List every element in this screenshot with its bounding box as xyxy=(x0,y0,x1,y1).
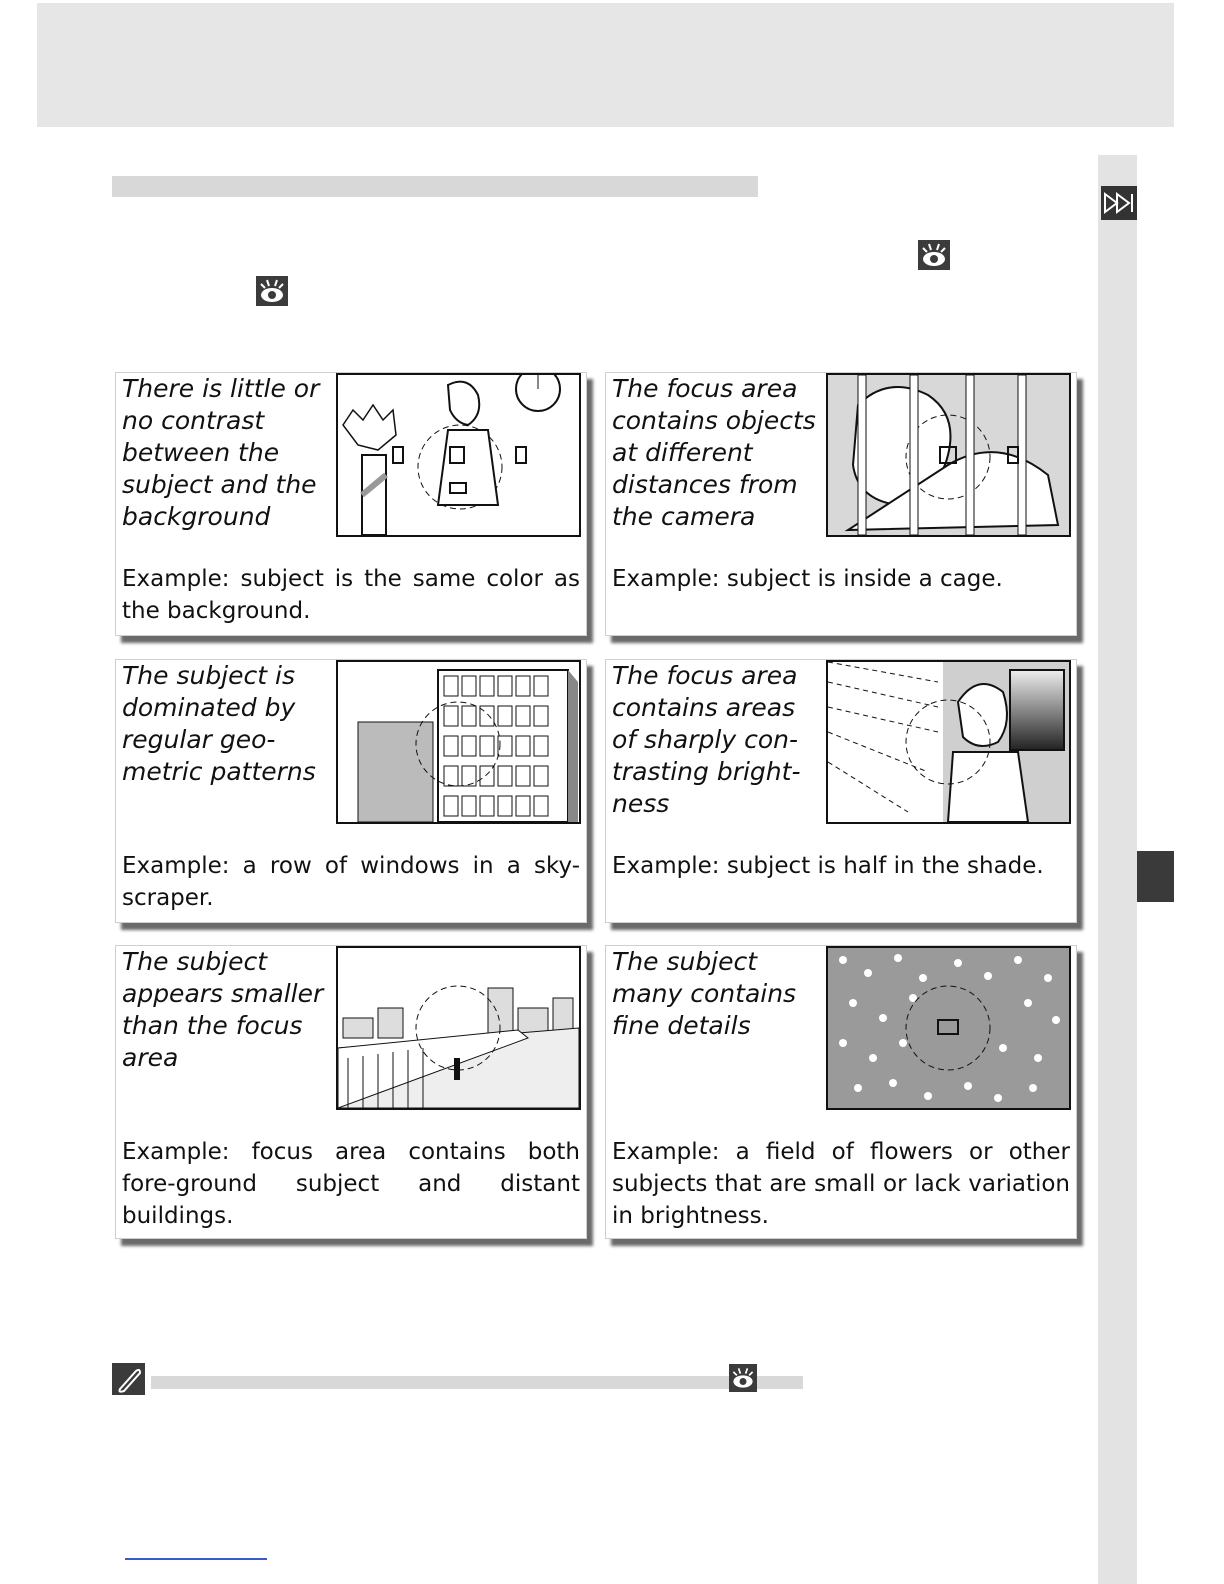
page-header-band xyxy=(37,3,1174,127)
case-panel-geometric-patterns xyxy=(115,659,587,923)
case-title: The focus area contains areas of sharply con-trasting bright-ness xyxy=(612,661,801,818)
case-title: The focus area contains objects at different distances from the camera xyxy=(612,374,816,531)
eye-icon xyxy=(256,276,288,306)
case-example: Example: a field of flowers or other subjects that are small or lack variation in brightness. xyxy=(612,1139,1070,1229)
half-shade-illustration xyxy=(826,660,1071,824)
case-panel-low-contrast xyxy=(115,372,587,636)
note-title-bar xyxy=(151,1376,803,1389)
case-example: Example: subject is inside a cage. xyxy=(612,566,1003,592)
chapter-side-rail xyxy=(1098,155,1137,1584)
case-example: Example: a row of windows in a sky-scraper. xyxy=(122,853,580,911)
eye-icon xyxy=(918,240,950,270)
chapter-tab-marker[interactable] xyxy=(1137,851,1174,902)
eye-icon xyxy=(729,1364,757,1392)
case-title: The subject is dominated by regular geo-metric patterns xyxy=(122,661,316,786)
skyscraper-windows-illustration xyxy=(336,660,581,824)
case-example: Example: focus area contains both fore-ground subject and distant buildings. xyxy=(122,1139,580,1229)
case-title: The subject many contains fine details xyxy=(612,947,797,1040)
case-title: The subject appears smaller than the focus area xyxy=(122,947,324,1072)
case-panel-fine-details xyxy=(605,945,1077,1239)
next-chapter-icon[interactable] xyxy=(1101,186,1137,220)
caged-lion-illustration xyxy=(826,373,1071,537)
section-title-bar xyxy=(112,176,758,197)
case-panel-different-distances xyxy=(605,372,1077,636)
case-example: Example: subject is half in the shade. xyxy=(612,853,1044,879)
bridge-scene-illustration xyxy=(336,946,581,1110)
case-example: Example: subject is the same color as the background. xyxy=(122,566,580,624)
flower-field-illustration xyxy=(826,946,1071,1110)
pencil-note-icon xyxy=(112,1363,145,1395)
low-contrast-illustration xyxy=(336,373,581,537)
case-panel-small-subject xyxy=(115,945,587,1239)
footer-link-underline[interactable] xyxy=(125,1558,267,1560)
case-title: There is little or no contrast between the subject and the background xyxy=(122,374,320,531)
case-panel-contrasting-brightness xyxy=(605,659,1077,923)
